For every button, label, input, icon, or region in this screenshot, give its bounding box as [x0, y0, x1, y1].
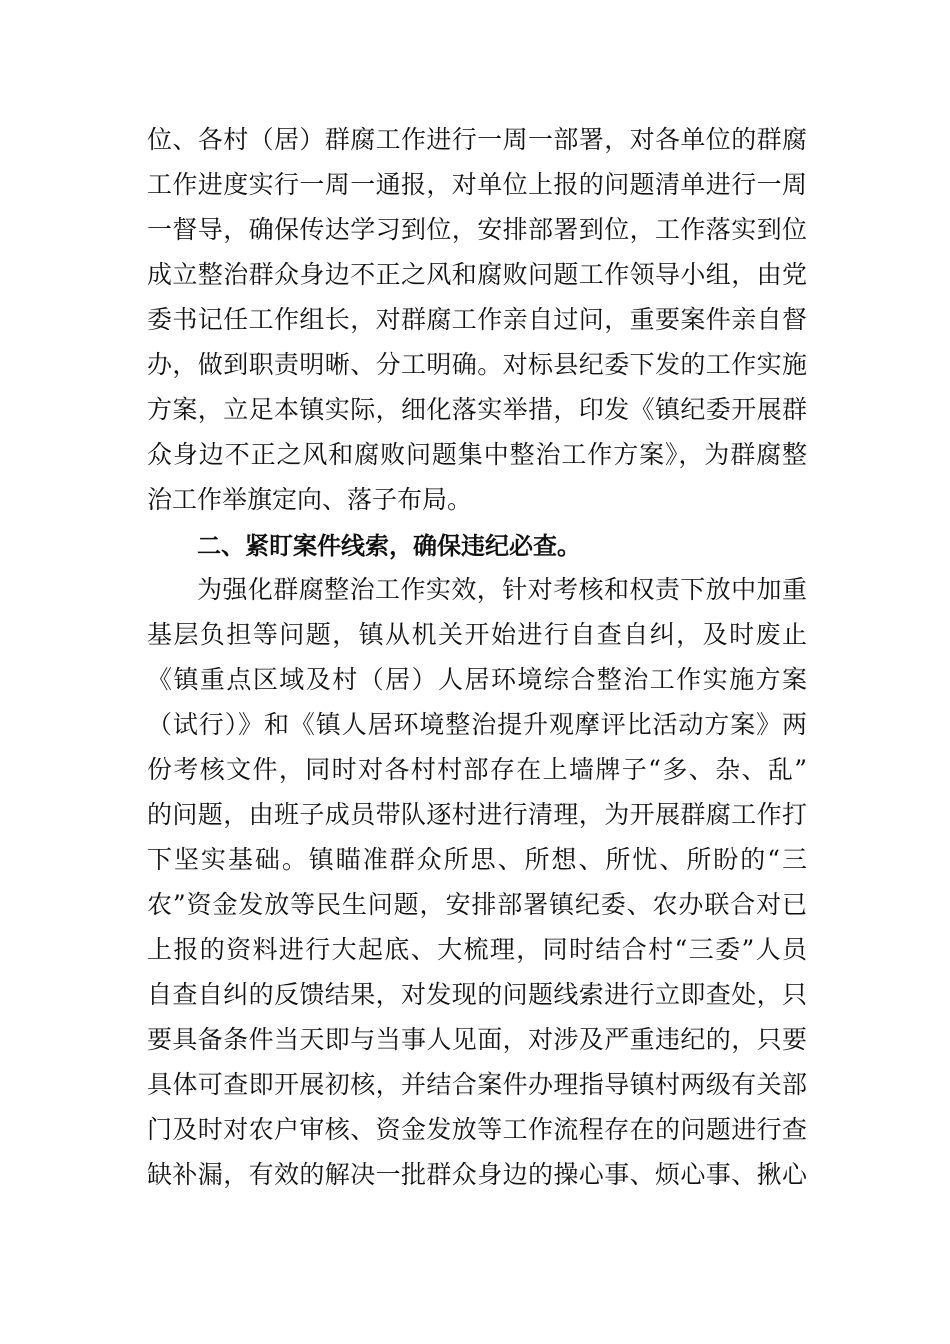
paragraph-line: 自查自纠的反馈结果，对发现的问题线索进行立即查处，只 — [147, 980, 807, 1009]
paragraph-line: 缺补漏，有效的解决一批群众身边的操心事、烦心事、揪心 — [147, 1160, 807, 1189]
paragraph-line: 要具备条件当天即与当事人见面，对涉及严重违纪的，只要 — [147, 1025, 807, 1054]
paragraph-line: （试行）》和《镇人居环境整治提升观摩评比活动方案》两 — [147, 710, 807, 739]
section-heading: 二、紧盯案件线索，确保违纪必查。 — [197, 532, 581, 560]
paragraph-line: 《镇重点区域及村（居）人居环境综合整治工作实施方案 — [147, 665, 807, 694]
paragraph-line: 门及时对农户审核、资金发放等工作流程存在的问题进行查 — [147, 1115, 807, 1144]
paragraph-line: 基层负担等问题，镇从机关开始进行自查自纠，及时废止 — [147, 620, 807, 649]
paragraph-line: 方案，立足本镇实际，细化落实举措，印发《镇纪委开展群 — [147, 395, 807, 424]
paragraph-line: 一督导，确保传达学习到位，安排部署到位，工作落实到位 — [147, 215, 807, 244]
paragraph-line: 为强化群腐整治工作实效，针对考核和权责下放中加重 — [197, 575, 807, 604]
paragraph-line: 委书记任工作组长，对群腐工作亲自过问，重要案件亲自督 — [147, 305, 807, 334]
paragraph-line: 办，做到职责明晰、分工明确。对标县纪委下发的工作实施 — [147, 350, 807, 379]
paragraph-line: 具体可查即开展初核，并结合案件办理指导镇村两级有关部 — [147, 1070, 807, 1099]
paragraph-line: 治工作举旗定向、落子布局。 — [147, 485, 473, 514]
paragraph-line: 众身边不正之风和腐败问题集中整治工作方案》，为群腐整 — [147, 440, 807, 469]
paragraph-line: 份考核文件，同时对各村村部存在上墙牌子“多、杂、乱” — [147, 755, 807, 784]
paragraph-line: 下坚实基础。镇瞄准群众所思、所想、所忧、所盼的“三 — [147, 845, 807, 874]
paragraph-line: 位、各村（居）群腐工作进行一周一部署，对各单位的群腐 — [147, 125, 807, 154]
paragraph-line: 上报的资料进行大起底、大梳理，同时结合村“三委”人员 — [147, 935, 807, 964]
paragraph-line: 成立整治群众身边不正之风和腐败问题工作领导小组，由党 — [147, 260, 807, 289]
paragraph-line: 工作进度实行一周一通报，对单位上报的问题清单进行一周 — [147, 170, 807, 199]
paragraph-line: 农”资金发放等民生问题，安排部署镇纪委、农办联合对已 — [147, 890, 807, 919]
paragraph-line: 的问题，由班子成员带队逐村进行清理，为开展群腐工作打 — [147, 800, 807, 829]
